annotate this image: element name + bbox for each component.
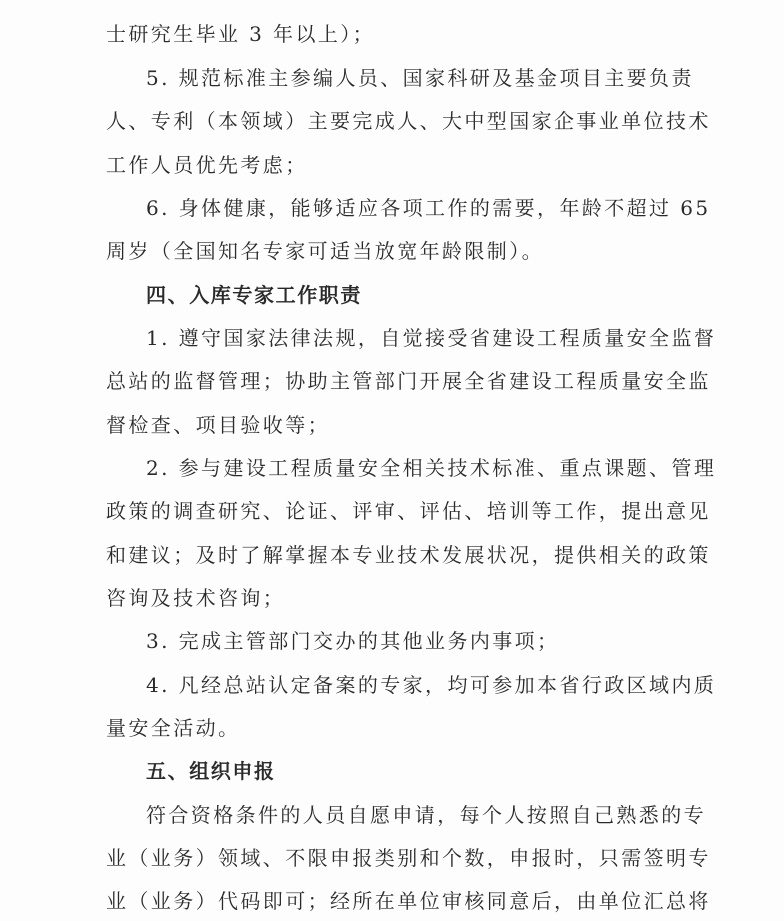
text-line: 量安全活动。: [106, 716, 241, 740]
text-line: 业（业务）领域、不限申报类别和个数，申报时，只需签明专: [106, 846, 711, 870]
text-line: 符合资格条件的人员自愿申请，每个人按照自己熟悉的专: [146, 803, 706, 827]
section-heading: 四、入库专家工作职责: [146, 283, 362, 307]
text-line: 6. 身体健康，能够适应各项工作的需要，年龄不超过 65: [146, 196, 711, 220]
text-line: 2. 参与建设工程质量安全相关技术标准、重点课题、管理: [146, 456, 717, 480]
text-line: 周岁（全国知名专家可适当放宽年龄限制）。: [106, 239, 544, 263]
text-line: 4. 凡经总站认定备案的专家，均可参加本省行政区域内质: [146, 673, 717, 697]
text-line: 业（业务）代码即可；经所在单位审核同意后，由单位汇总将: [106, 889, 711, 913]
text-line: 总站的监督管理；协助主管部门开展全省建设工程质量安全监: [106, 369, 711, 393]
text-line: 工作人员优先考虑；: [106, 153, 308, 177]
text-line: 政策的调查研究、论证、评审、评估、培训等工作，提出意见: [106, 499, 711, 523]
text-line: 1. 遵守国家法律法规，自觉接受省建设工程质量安全监督: [146, 326, 717, 350]
text-line: 督检查、项目验收等；: [106, 413, 330, 437]
text-line: 3. 完成主管部门交办的其他业务内事项；: [146, 629, 560, 653]
section-heading: 五、组织申报: [146, 759, 276, 783]
text-line: 士研究生毕业 3 年以上）；: [106, 22, 376, 46]
text-line: 和建议；及时了解掌握本专业技术发展状况，提供相关的政策: [106, 543, 711, 567]
text-line: 咨询及技术咨询；: [106, 586, 286, 610]
text-line: 5. 规范标准主参编人员、国家科研及基金项目主要负责: [146, 66, 694, 90]
text-line: 人、专利（本领域）主要完成人、大中型国家企事业单位技术: [106, 109, 711, 133]
